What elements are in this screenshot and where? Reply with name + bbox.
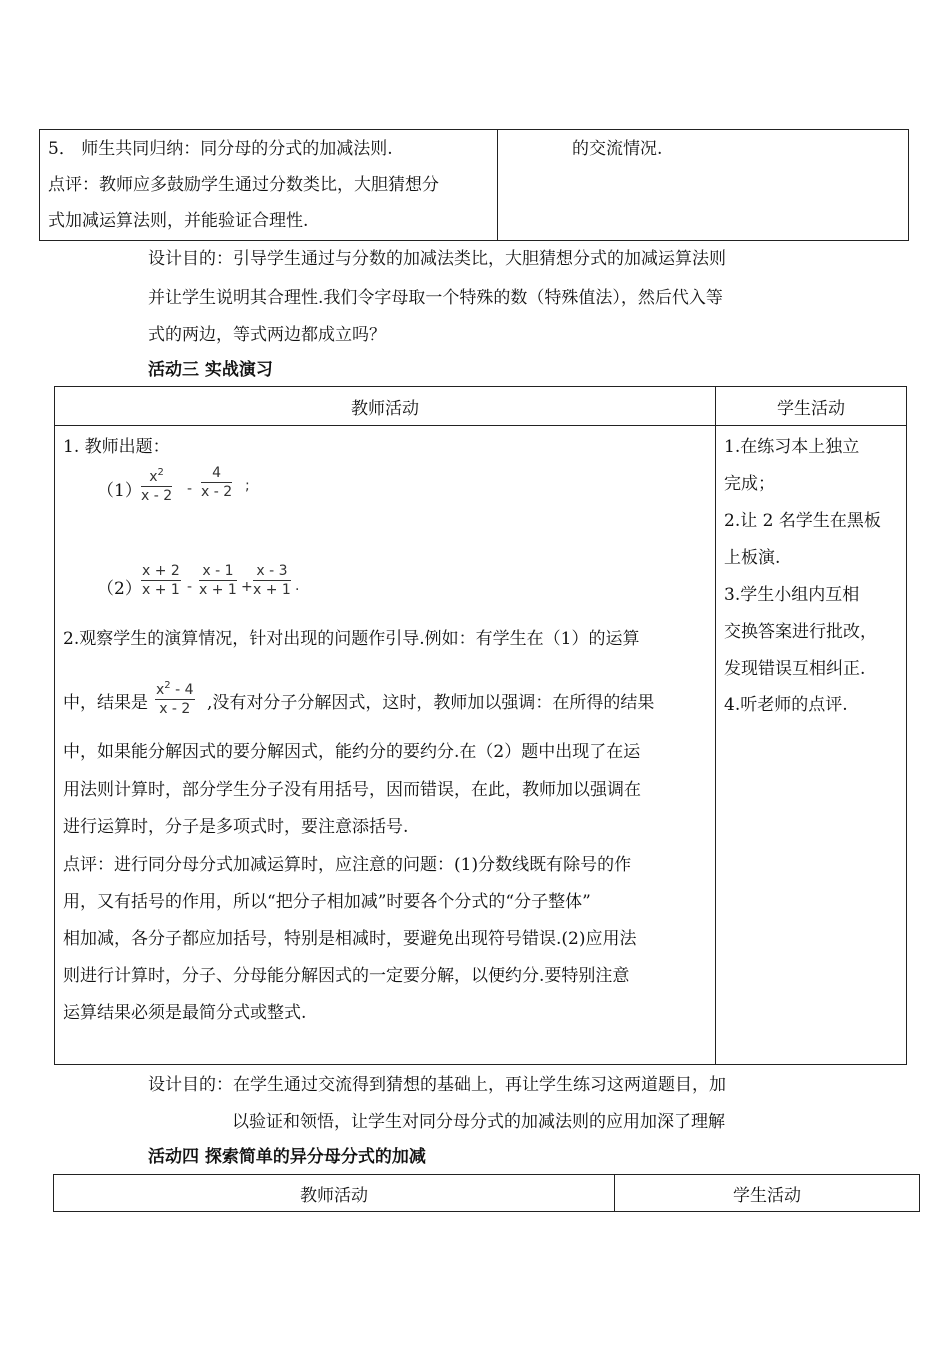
design-purpose-2-line-2: 以验证和领悟，让学生对同分母分式的加减法则的应用加深了理解 (232, 1112, 725, 1132)
ex2-frac3-num: x - 3 (253, 562, 291, 581)
activity4-header-student-label: 学生活动 (733, 1185, 801, 1206)
comment-line-2: 用，又有括号的作用，所以“把分子相加减”时要各个分式的“分子整体” (63, 892, 591, 912)
design-purpose-1-line-3: 式的两边，等式两边都成立吗？ (148, 325, 386, 345)
top-table (39, 129, 909, 241)
ex2-fraction-3 (253, 562, 291, 599)
exercise1-label: （1） (97, 481, 142, 501)
item2-line-2-post: ,没有对分子分解因式，这时，教师加以强调：在所得的结果 (207, 693, 655, 713)
activity3-header-student (716, 387, 907, 426)
activity3-header-student-label: 学生活动 (777, 398, 845, 419)
ex2-frac2-den: x + 1 (199, 582, 237, 598)
top-left-line-1: 5． 师生共同归纳：同分母的分式的加减法则. (48, 139, 393, 159)
student-line-7: 发现错误互相纠正. (724, 659, 866, 679)
comment-line-3: 相加减，各分子都应加括号，特别是相减时，要避免出现符号错误.(2)应用法 (63, 929, 637, 949)
item2-line-3: 中，如果能分解因式的要分解因式，能约分的要约分.在（2）题中出现了在运 (63, 742, 641, 762)
activity3-table (54, 386, 907, 1065)
ex1-frac2-den: x - 2 (201, 484, 233, 500)
activity4-header-teacher-label: 教师活动 (300, 1185, 368, 1206)
comment-line-1: 点评：进行同分母分式加减运算时，应注意的问题：(1)分数线既有除号的作 (63, 855, 632, 875)
student-line-4: 上板演. (724, 548, 781, 568)
ex1-frac1-den: x - 2 (141, 488, 173, 504)
activity3-title: 活动三 实战演习 (148, 360, 273, 380)
top-left-line-3: 式加减运算法则，并能验证合理性. (48, 211, 309, 231)
item2-frac-den: x - 2 (159, 701, 191, 717)
item2-result-fraction (155, 677, 195, 718)
activity4-table (53, 1174, 920, 1212)
item2-line-5: 进行运算时，分子是多项式时，要注意添括号. (63, 817, 409, 837)
item2-line-2-pre: 中，结果是 (63, 693, 148, 713)
student-line-5: 3.学生小组内互相 (724, 585, 860, 605)
activity4-title: 活动四 探索简单的异分母分式的加减 (148, 1147, 426, 1167)
ex2-frac1-num: x + 2 (142, 563, 180, 579)
ex1-end: ; (245, 478, 250, 494)
top-table-left-cell (40, 130, 498, 241)
item1-text: 1. 教师出题： (63, 437, 170, 457)
ex2-end: . (295, 578, 300, 594)
ex1-frac2-num: 4 (201, 464, 232, 483)
ex1-fraction-1 (141, 464, 172, 505)
ex1-frac1-num: $x^2$ (141, 464, 172, 487)
ex2-plus: + (241, 579, 253, 595)
ex2-minus: - (187, 579, 193, 595)
comment-line-5: 运算结果必须是最简分式或整式. (63, 1003, 307, 1023)
student-line-3: 2.让 2 名学生在黑板 (724, 511, 881, 531)
top-left-line-2: 点评：教师应多鼓励学生通过分数类比，大胆猜想分 (48, 175, 439, 195)
ex1-fraction-2 (201, 464, 232, 501)
activity3-header-teacher-label: 教师活动 (351, 398, 419, 419)
student-line-1: 1.在练习本上独立 (724, 437, 860, 457)
design-purpose-2-line-1: 设计目的：在学生通过交流得到猜想的基础上，再让学生练习这两道题目，加 (148, 1075, 726, 1095)
comment-line-4: 则进行计算时，分子、分母能分解因式的一定要分解，以便约分.要特别注意 (63, 966, 630, 986)
student-line-2: 完成； (724, 474, 775, 494)
design-purpose-1-line-2: 并让学生说明其合理性.我们令字母取一个特殊的数（特殊值法），然后代入等 (148, 288, 723, 308)
item2-line-4: 用法则计算时，部分学生分子没有用括号，因而错误，在此，教师加以强调在 (63, 780, 641, 800)
student-line-8: 4.听老师的点评. (724, 695, 848, 715)
item2-line-1: 2.观察学生的演算情况，针对出现的问题作引导.例如：有学生在（1）的运算 (63, 629, 640, 649)
ex2-frac3-den: x + 1 (253, 582, 291, 598)
activity4-header-teacher (54, 1175, 615, 1212)
student-line-6: 交换答案进行批改， (724, 622, 877, 642)
top-right-line: 的交流情况. (572, 139, 663, 159)
ex2-frac1-den: x + 1 (142, 582, 180, 598)
ex2-fraction-1 (141, 562, 181, 599)
activity3-student-cell (716, 426, 907, 1065)
activity3-teacher-cell (55, 426, 716, 1065)
ex1-minus: - (187, 481, 193, 497)
top-table-right-cell (498, 130, 909, 241)
ex2-fraction-2 (199, 562, 237, 599)
design-purpose-1-line-1: 设计目的：引导学生通过与分数的加减法类比，大胆猜想分式的加减运算法则 (148, 249, 726, 269)
ex2-frac2-num: x - 1 (199, 562, 237, 581)
activity3-header-teacher (55, 387, 716, 426)
exercise2-label: （2） (97, 579, 142, 599)
item2-frac-num: $x^2 - 4$ (155, 677, 195, 700)
activity4-header-student (615, 1175, 920, 1212)
